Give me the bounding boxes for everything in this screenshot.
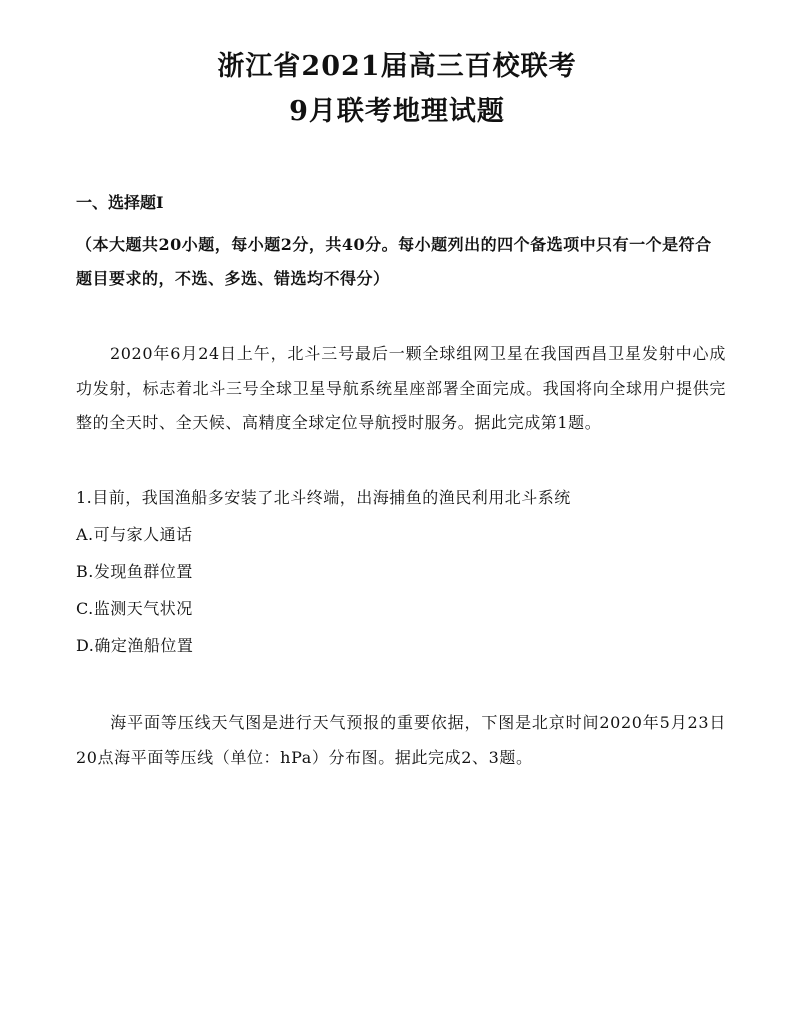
section-instructions: （本大题共20小题，每小题2分，共40分。每小题列出的四个备选项中只有一个是符合题目要求的，不选、多选、错选均不得分）: [76, 235, 712, 288]
passage-1: [76, 337, 726, 441]
passage-2: [76, 706, 726, 775]
section-heading: 一、选择题Ⅰ: [76, 193, 164, 212]
passage-1-text: 2020年6月24日上午，北斗三号最后一颗全球组网卫星在我国西昌卫星发射中心成功发射，标志着北斗三号全球卫星导航系统星座部署全面完成。我国将向全球用户提供完整的全天时、全天候、高精度全球定位导航授时服务。据此完成第1题。: [76, 344, 726, 432]
question-1-option-b: B.发现鱼群位置: [76, 562, 193, 581]
question-1-stem: 1.目前，我国渔船多安装了北斗终端，出海捕鱼的渔民利用北斗系统: [76, 488, 571, 507]
passage-2-text: 海平面等压线天气图是进行天气预报的重要依据，下图是北京时间2020年5月23日20点海平面等压线（单位：hPa）分布图。据此完成2、3题。: [76, 713, 726, 767]
exam-subtitle: 9月联考地理试题: [289, 96, 505, 127]
question-1-option-c: C.监测天气状况: [76, 599, 193, 618]
question-1-option-d: D.确定渔船位置: [76, 636, 194, 655]
exam-title: 浙江省2021届高三百校联考: [217, 51, 577, 82]
question-1-option-a: A.可与家人通话: [76, 525, 193, 544]
